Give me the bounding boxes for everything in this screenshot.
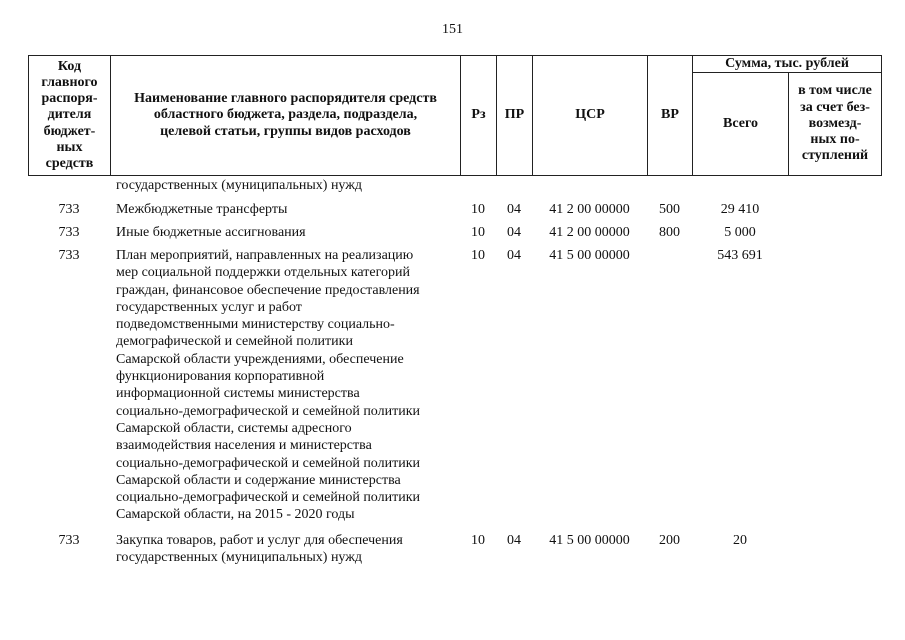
row-name: Закупка товаров, работ и услуг для обеспечения государственных (муниципальных) нужд bbox=[116, 533, 403, 566]
header-code: Код главного распоря- дителя бюджет- ных средств bbox=[41, 58, 98, 171]
header-free: в том числе за счет без- возмезд- ных по- ступлений bbox=[798, 83, 872, 164]
table-header bbox=[28, 55, 882, 176]
table-row bbox=[28, 201, 882, 221]
row-pr: 04 bbox=[507, 533, 521, 548]
row-vr: 500 bbox=[659, 202, 680, 217]
row-total: 20 bbox=[733, 533, 747, 548]
row-csr: 41 5 00 00000 bbox=[549, 533, 630, 548]
header-rz: Рз bbox=[471, 107, 486, 123]
header-pr: ПР bbox=[504, 107, 525, 123]
row-csr: 41 2 00 00000 bbox=[549, 225, 630, 240]
row-pr: 04 bbox=[507, 248, 521, 263]
table-row bbox=[28, 247, 882, 527]
row-rz: 10 bbox=[471, 248, 485, 263]
header-sum: Сумма, тыс. рублей bbox=[725, 55, 849, 71]
row-vr: 200 bbox=[659, 533, 680, 548]
row-code: 733 bbox=[58, 248, 80, 263]
row-csr: 41 2 00 00000 bbox=[549, 202, 630, 217]
table-row bbox=[28, 224, 882, 244]
row-total: 543 691 bbox=[717, 248, 763, 263]
row-rz: 10 bbox=[471, 202, 485, 217]
continuation-text: государственных (муниципальных) нужд bbox=[116, 178, 363, 193]
header-bottom-border bbox=[28, 175, 882, 176]
header-total: Всего bbox=[723, 115, 758, 131]
row-pr: 04 bbox=[507, 202, 521, 217]
row-rz: 10 bbox=[471, 225, 485, 240]
row-name: Иные бюджетные ассигнования bbox=[116, 225, 306, 240]
row-name: План мероприятий, направленных на реализацию мер социальной поддержки отдельных категорий граждан, финансовое обеспечение предоставления государственных услуг и работ подведомственными министерству социально- демографической и семейной политики Самарской области учреждениями, обеспечение функционирования корпоративной информационной системы министерства социально-демографической и семейной политики Самарской области, системы адресного взаимодействия населения и министерства социально-демографической и семейной политики Самарской области и содержание министерства социально-демографической и семейной политики Самарской области, на 2015 - 2020 годы bbox=[116, 248, 421, 523]
row-name: Межбюджетные трансферты bbox=[116, 202, 288, 217]
row-code: 733 bbox=[58, 202, 80, 217]
header-csr: ЦСР bbox=[575, 107, 605, 123]
row-code: 733 bbox=[58, 225, 80, 240]
row-rz: 10 bbox=[471, 533, 485, 548]
table-row bbox=[28, 532, 882, 570]
row-total: 29 410 bbox=[720, 202, 760, 217]
header-name: Наименование главного распорядителя средств областного бюджета, раздела, подраздела, целевой статьи, группы видов расходов bbox=[134, 91, 437, 139]
row-code: 733 bbox=[58, 533, 80, 548]
row-csr: 41 5 00 00000 bbox=[549, 248, 630, 263]
header-vr: ВР bbox=[661, 107, 679, 123]
header-right-border bbox=[881, 55, 882, 176]
row-total: 5 000 bbox=[724, 225, 756, 240]
page-number: 151 bbox=[442, 22, 463, 37]
row-vr: 800 bbox=[659, 225, 680, 240]
row-pr: 04 bbox=[507, 225, 521, 240]
